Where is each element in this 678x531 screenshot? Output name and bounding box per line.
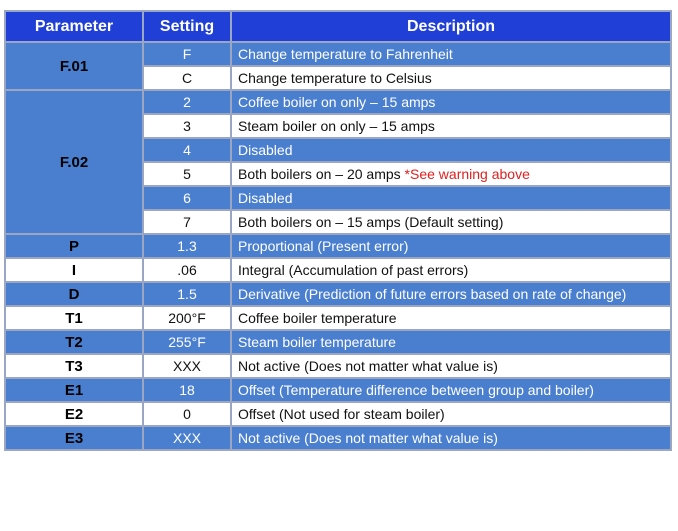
setting-cell: 2 bbox=[143, 90, 231, 114]
setting-cell: F bbox=[143, 42, 231, 66]
description-cell bbox=[231, 42, 671, 66]
parameter-cell: T2 bbox=[5, 330, 143, 354]
parameter-cell: E1 bbox=[5, 378, 143, 402]
setting-cell: 4 bbox=[143, 138, 231, 162]
description-cell bbox=[231, 306, 671, 330]
parameter-cell: E2 bbox=[5, 402, 143, 426]
parameter-cell: F.02 bbox=[5, 90, 143, 234]
parameter-cell: E3 bbox=[5, 426, 143, 450]
setting-cell: 3 bbox=[143, 114, 231, 138]
description-cell bbox=[231, 114, 671, 138]
parameter-table bbox=[4, 10, 672, 451]
description-cell bbox=[231, 210, 671, 234]
setting-cell: C bbox=[143, 66, 231, 90]
header-description: Description bbox=[231, 11, 671, 42]
description-text: Change temperature to Celsius bbox=[238, 70, 432, 86]
parameter-cell: D bbox=[5, 282, 143, 306]
setting-cell: .06 bbox=[143, 258, 231, 282]
description-text: Proportional (Present error) bbox=[238, 238, 409, 254]
parameter-cell: P bbox=[5, 234, 143, 258]
table-row bbox=[5, 282, 671, 306]
table-row bbox=[5, 426, 671, 450]
description-cell bbox=[231, 90, 671, 114]
setting-cell: XXX bbox=[143, 426, 231, 450]
setting-cell: XXX bbox=[143, 354, 231, 378]
table-row bbox=[5, 234, 671, 258]
table-body bbox=[5, 42, 671, 450]
table-row bbox=[5, 354, 671, 378]
setting-cell: 255°F bbox=[143, 330, 231, 354]
description-text: Coffee boiler temperature bbox=[238, 310, 397, 326]
parameter-cell: T3 bbox=[5, 354, 143, 378]
setting-cell: 7 bbox=[143, 210, 231, 234]
table-row bbox=[5, 378, 671, 402]
header-row bbox=[5, 11, 671, 42]
description-text: Steam boiler on only – 15 amps bbox=[238, 118, 435, 134]
description-text: Both boilers on – 20 amps bbox=[238, 166, 405, 182]
description-text: Offset (Temperature difference between group and boiler) bbox=[238, 382, 594, 398]
description-text: Coffee boiler on only – 15 amps bbox=[238, 94, 436, 110]
setting-cell: 1.3 bbox=[143, 234, 231, 258]
table-row bbox=[5, 402, 671, 426]
parameter-table-container bbox=[4, 10, 672, 451]
header-parameter: Parameter bbox=[5, 11, 143, 42]
description-text: Steam boiler temperature bbox=[238, 334, 396, 350]
description-cell bbox=[231, 66, 671, 90]
parameter-cell: I bbox=[5, 258, 143, 282]
description-cell bbox=[231, 426, 671, 450]
description-cell bbox=[231, 162, 671, 186]
description-cell bbox=[231, 378, 671, 402]
table-row bbox=[5, 42, 671, 66]
header-setting: Setting bbox=[143, 11, 231, 42]
table-row bbox=[5, 258, 671, 282]
setting-cell: 200°F bbox=[143, 306, 231, 330]
description-text: Offset (Not used for steam boiler) bbox=[238, 406, 445, 422]
description-text: Disabled bbox=[238, 142, 293, 158]
description-cell bbox=[231, 330, 671, 354]
table-row bbox=[5, 90, 671, 114]
parameter-cell: T1 bbox=[5, 306, 143, 330]
description-text: Disabled bbox=[238, 190, 293, 206]
setting-cell: 1.5 bbox=[143, 282, 231, 306]
setting-cell: 0 bbox=[143, 402, 231, 426]
setting-cell: 5 bbox=[143, 162, 231, 186]
description-cell bbox=[231, 258, 671, 282]
description-text: Integral (Accumulation of past errors) bbox=[238, 262, 469, 278]
description-cell bbox=[231, 138, 671, 162]
setting-cell: 6 bbox=[143, 186, 231, 210]
description-text: Derivative (Prediction of future errors based on rate of change) bbox=[238, 286, 627, 302]
description-cell bbox=[231, 354, 671, 378]
table-row bbox=[5, 306, 671, 330]
description-text: Not active (Does not matter what value is) bbox=[238, 430, 498, 446]
parameter-cell: F.01 bbox=[5, 42, 143, 90]
description-cell bbox=[231, 234, 671, 258]
setting-cell: 18 bbox=[143, 378, 231, 402]
table-row bbox=[5, 330, 671, 354]
description-text: Change temperature to Fahrenheit bbox=[238, 46, 453, 62]
table-header bbox=[5, 11, 671, 42]
warning-note: *See warning above bbox=[404, 166, 530, 182]
description-cell bbox=[231, 186, 671, 210]
description-cell bbox=[231, 402, 671, 426]
description-text: Both boilers on – 15 amps (Default setting) bbox=[238, 214, 504, 230]
description-text: Not active (Does not matter what value is) bbox=[238, 358, 498, 374]
description-cell bbox=[231, 282, 671, 306]
